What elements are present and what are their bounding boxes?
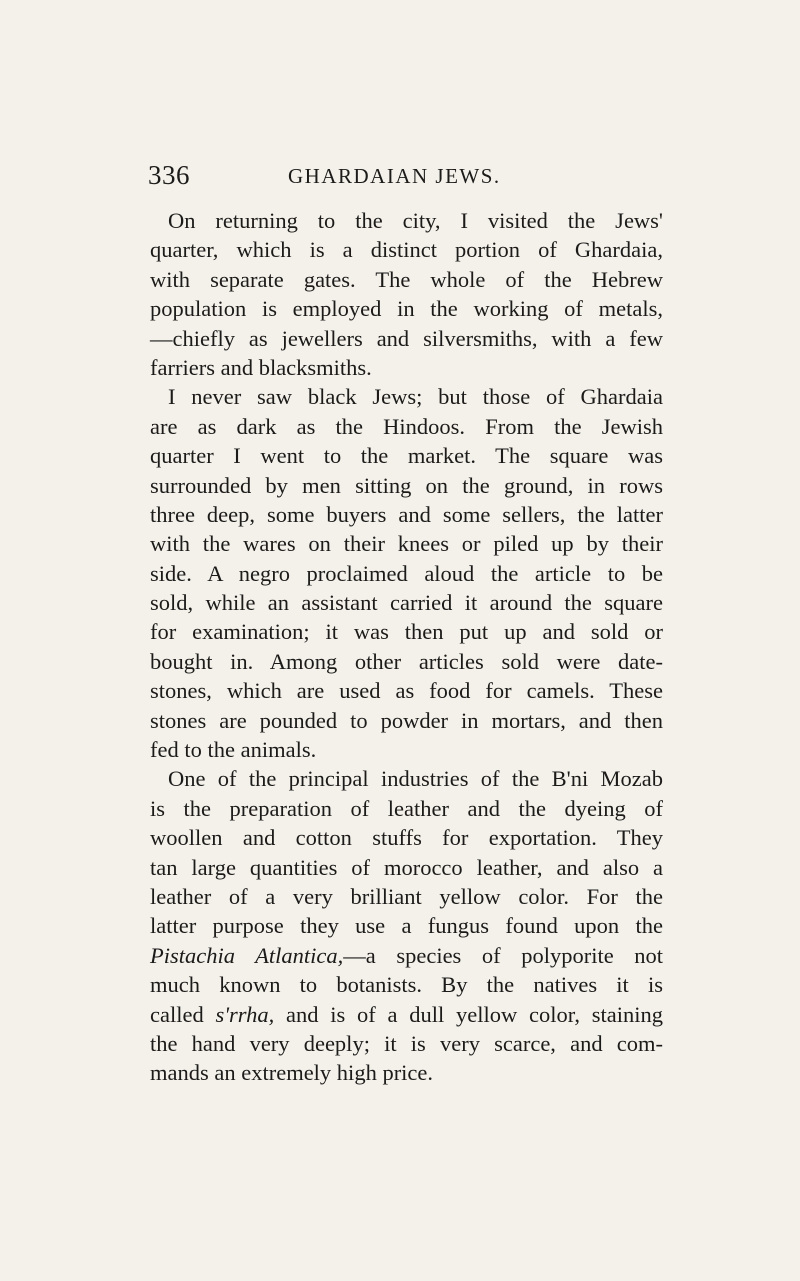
text-line: fed to the animals. bbox=[150, 737, 317, 763]
text-line: with the wares on their knees or piled up by their bbox=[150, 531, 663, 557]
text-line: One of the principal industries of the B'ni Mozab bbox=[168, 766, 663, 792]
text-line: surrounded by men sitting on the ground, in rows bbox=[150, 472, 663, 498]
text-line: stones, which are used as food for camels. These bbox=[150, 678, 663, 704]
text-line: is the preparation of leather and the dyeing of bbox=[150, 795, 663, 821]
italic-species-name: Pistachia Atlantica, bbox=[150, 942, 344, 968]
text-line: tan large quantities of morocco leather, and also a bbox=[150, 854, 663, 880]
text-line: called s'rrha, and is of a dull yellow color, staining bbox=[150, 1001, 663, 1027]
text-line: I never saw black Jews; but those of Ghardaia bbox=[168, 384, 663, 410]
page-number: 336 bbox=[148, 160, 190, 190]
text-line: leather of a very brilliant yellow color. For the bbox=[150, 883, 663, 909]
body-text bbox=[150, 206, 663, 1088]
text-line: the hand very deeply; it is very scarce, and com- bbox=[150, 1030, 663, 1056]
text-line: Pistachia Atlantica,—a species of polyporite not bbox=[150, 942, 664, 968]
text-line: are as dark as the Hindoos. From the Jewish bbox=[150, 413, 663, 439]
text-line: much known to botanists. By the natives it is bbox=[150, 972, 663, 998]
running-title: GHARDAIAN JEWS. bbox=[288, 164, 501, 188]
text-line: mands an extremely high price. bbox=[150, 1060, 434, 1086]
text-line: On returning to the city, I visited the Jews' bbox=[168, 208, 663, 233]
text-line: side. A negro proclaimed aloud the article to be bbox=[150, 560, 663, 586]
text-line: woollen and cotton stuffs for exportation. They bbox=[150, 825, 663, 851]
text-line: stones are pounded to powder in mortars, and then bbox=[150, 707, 663, 733]
text-line: sold, while an assistant carried it around the square bbox=[150, 590, 663, 616]
text-line: farriers and blacksmiths. bbox=[150, 354, 372, 380]
text-line: three deep, some buyers and some sellers, the latter bbox=[150, 501, 663, 527]
text-line: for examination; it was then put up and sold or bbox=[150, 619, 663, 645]
text-line: population is employed in the working of metals, bbox=[150, 296, 663, 322]
text-line: quarter I went to the market. The square was bbox=[150, 443, 663, 469]
text-line: quarter, which is a distinct portion of Ghardaia, bbox=[150, 237, 663, 263]
text-line: with separate gates. The whole of the Hebrew bbox=[150, 266, 663, 292]
running-head bbox=[148, 160, 658, 192]
text-line: latter purpose they use a fungus found upon the bbox=[150, 913, 663, 939]
italic-native-name: s'rrha, bbox=[215, 1001, 275, 1027]
text-line: bought in. Among other articles sold were date- bbox=[150, 648, 663, 674]
text-line: —chiefly as jewellers and silversmiths, with a few bbox=[150, 325, 663, 351]
